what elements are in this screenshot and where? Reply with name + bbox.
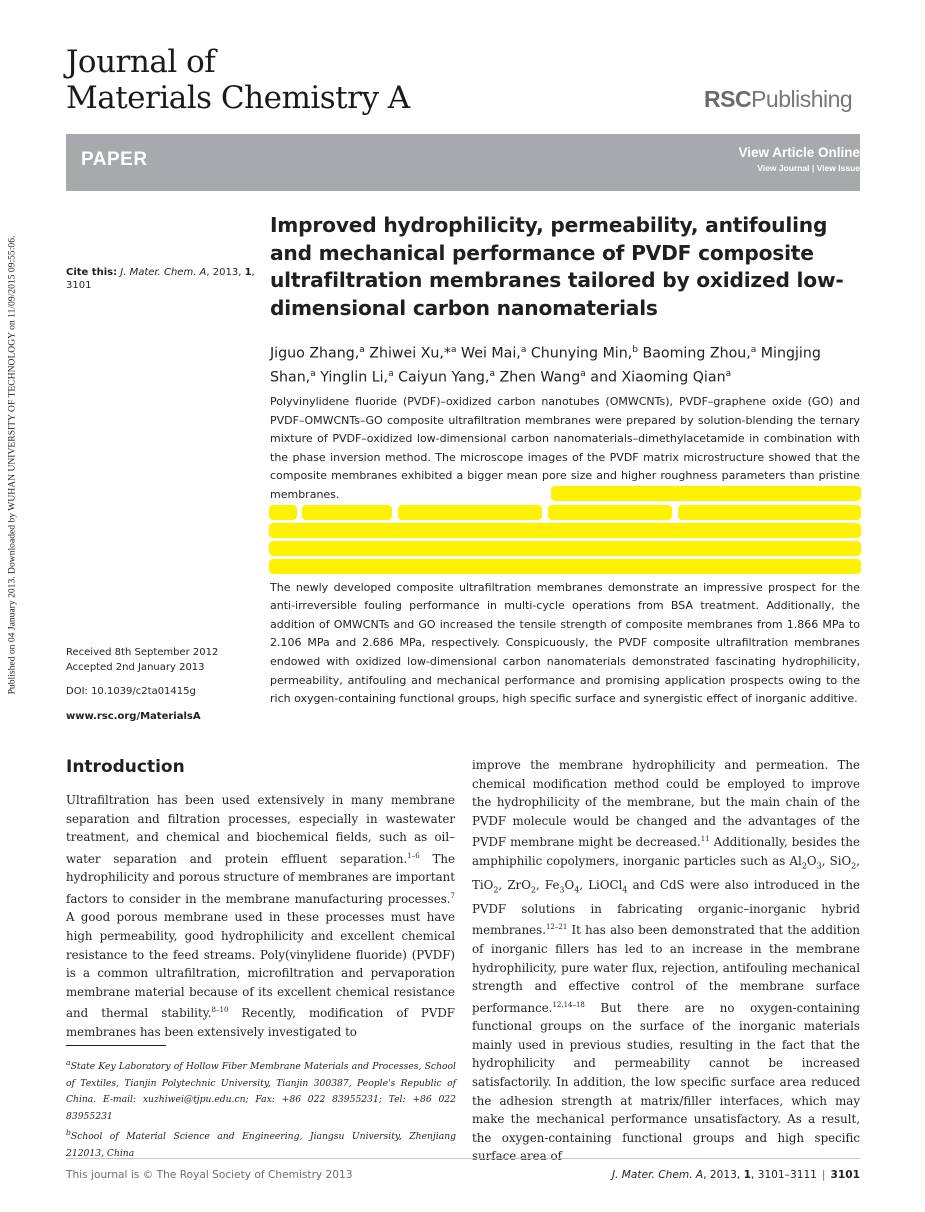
highlight-block (269, 559, 861, 574)
footnote-a: $^a$State Key Laboratory of Hollow Fiber Membrane Materials and Processes, School of Textiles, Tianjin Polytechnic University, Tianjin 300387, People's Republic of China. E-mail: xuzhiwei@tjpu.edu.cn; Fax: +86 022 83955231; Tel: +86 022 83955231 (66, 1058, 456, 1122)
cite-volume: 1 (244, 267, 252, 278)
footer-volume: 1 (743, 1169, 751, 1181)
footer-journal: J. Mater. Chem. A (611, 1169, 704, 1181)
view-links-separator: | (811, 163, 815, 173)
footer-separator: | (821, 1169, 826, 1181)
author-list: Jiguo Zhang,$^a$ Zhiwei Xu,*$^a$ Wei Mai,$^a$ Chunying Min,$^b$ Baoming Zhou,$^a$ Mingjing Shan,$^a$ Yinglin Li,$^a$ Caiyun Yang,$^a$ Zhen Wang$^a$ and Xiaoming Qian$^a$ (270, 345, 821, 386)
highlight-block (551, 486, 861, 501)
footer-rule (66, 1158, 860, 1159)
abstract-part1: Polyvinylidene fluoride (PVDF)–oxidized carbon nanotubes (OMWCNTs), PVDF–graphene oxide (GO) and PVDF–OMWCNTs–GO composite ultrafiltration membranes were prepared by solution-blending the ternary mixture of PVDF–oxidized low-dimensional carbon nanomaterials–dimethylacetamide in combination with the phase inversion method. The microscope images of the PVDF matrix microstructure showed that the composite membranes exhibited a bigger mean pore size and higher roughness parameters than pristine membranes. (270, 395, 860, 501)
affiliation-footnotes (66, 1055, 456, 1162)
cite-this (66, 266, 256, 292)
received-date: Received 8th September 2012 (66, 647, 219, 658)
footnote-rule (66, 1045, 166, 1046)
article-type-label: PAPER (81, 149, 148, 170)
footer-copyright: This journal is © The Royal Society of Chemistry 2013 (66, 1169, 353, 1181)
journal-url[interactable]: www.rsc.org/MaterialsA (66, 711, 201, 722)
cite-year: , 2013, (206, 267, 245, 278)
article-title: Improved hydrophilicity, permeability, antifouling and mechanical performance of PVDF composite ultrafiltration membranes tailored by oxidized low-dimensional carbon nanomaterials (270, 213, 844, 320)
cite-journal: J. Mater. Chem. A (120, 267, 207, 278)
rsc-logo-rsc: RSC (704, 86, 752, 112)
highlight-block (548, 505, 672, 520)
received-dates (66, 645, 256, 675)
highlight-block (269, 523, 861, 538)
view-article-online-link[interactable]: View Article Online (738, 145, 860, 160)
page-number: 3101 (830, 1169, 860, 1181)
abstract-part2: The newly developed composite ultrafiltration membranes demonstrate an impressive prospect for the anti-irreversible fouling performance in multi-cycle operations from BSA treatment. Additionally, the addition of OMWCNTs and GO increased the tensile strength of composite membranes from 1.866 MPa to 2.106 MPa and 2.686 MPa, respectively. Conspicuously, the PVDF composite ultrafiltration membranes endowed with oxidized low-dimensional carbon nanomaterials demonstrated fascinating hydrophilicity, permeability, antifouling and mechanical performance and promising application prospects owing to the rich oxygen-containing functional groups, high specific surface and synergistic effect of inorganic additive. (270, 580, 860, 706)
introduction-heading: Introduction (66, 757, 185, 777)
download-watermark (2, 160, 22, 770)
download-watermark-text: Published on 04 January 2013. Downloaded by WUHAN UNIVERSITY OF TECHNOLOGY on 11/09/2015 09:55:06. (6, 235, 18, 695)
rsc-logo-publishing: Publishing (751, 86, 853, 112)
view-journal-link[interactable]: View Journal (757, 163, 810, 173)
cite-label: Cite this: (66, 267, 118, 278)
introduction-right-column: improve the membrane hydrophilicity and permeation. The chemical modification method could be employed to improve the hydrophilicity of the membrane, but the main chain of the PVDF molecule would be changed and the advantages of the PVDF membrane might be decreased.$^{11}$ Additionally, besides the amphiphilic copolymers, inorganic particles such as $Al_2O_3$, SiO$_2$, TiO$_2$, ZrO$_2$, $Fe_3O_4$, LiOCl$_4$ and CdS were also introduced in the PVDF solutions in fabricating organic–inorganic hybrid membranes.$^{12-21}$ It has also been demonstrated that the addition of inorganic fillers has led to an increase in the membrane hydrophilicity, pure water flux, rejection, antifouling mechanical strength and effective control of the membrane surface performance.$^{12,14-18}$ But there are no oxygen-containing functional groups on the surface of the inorganic materials mainly used in previous studies, resulting in the fact that the hydrophilicity and permeability cannot be increased satisfactorily. In addition, the low specific surface area reduced the adhesion strength at matrix/filler interfaces, which may make the mechanical performance unsatisfactory. As a result, the oxygen-containing functional groups and high specific surface area of (472, 758, 860, 1164)
view-issue-link[interactable]: View Issue (816, 163, 860, 173)
rsc-publishing-logo (704, 86, 852, 113)
footer-citation (612, 1169, 860, 1181)
journal-title (66, 44, 410, 116)
accepted-date: Accepted 2nd January 2013 (66, 662, 205, 673)
introduction-left-column: Ultrafiltration has been used extensively in many membrane separation and filtration processes, especially in wastewater treatment, and chemical and biochemical fields, such as oil–water separation and protein effluent separation.$^{1-6}$ The hydrophilicity and porous structure of membranes are important factors to consider in the membrane manufacturing processes.$^7$ A good porous membrane used in these processes must have high permeability, good hydrophilicity and excellent chemical resistance to the feed streams. Poly(vinylidene fluoride) (PVDF) is a common ultrafiltration, microfiltration and pervaporation membrane material because of its excellent chemical resistance and thermal stability.$^{8-10}$ Recently, modification of PVDF membranes has been extensively investigated to (66, 793, 455, 1039)
footer-year: , 2013, (703, 1169, 744, 1181)
highlight-block (269, 541, 861, 556)
highlight-block (269, 505, 297, 520)
journal-title-line2: Materials Chemistry A (66, 80, 410, 116)
view-links (738, 145, 860, 175)
highlight-block (398, 505, 542, 520)
doi[interactable]: DOI: 10.1039/c2ta01415g (66, 686, 196, 697)
footer-pages: , 3101–3111 (750, 1169, 817, 1181)
journal-title-line1: Journal of (66, 44, 216, 80)
footnote-b: $^b$School of Material Science and Engineering, Jiangsu University, Zhenjiang 212013, China (66, 1128, 456, 1159)
highlight-block (302, 505, 392, 520)
cite-pages: , 3101 (66, 267, 255, 291)
highlight-block (678, 505, 861, 520)
